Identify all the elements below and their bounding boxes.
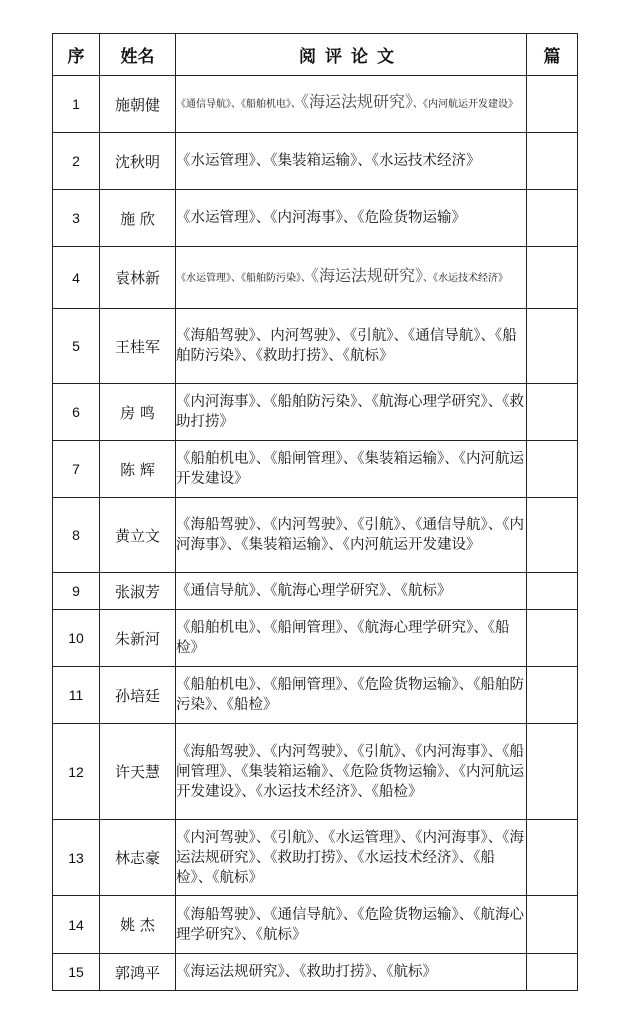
- table-row: [53, 954, 578, 991]
- row-index: 8: [53, 498, 100, 573]
- reviewer-name: 郭鸿平: [100, 954, 176, 991]
- table-row: [53, 76, 578, 133]
- papers-large-text: 《海运法规研究》: [301, 92, 414, 111]
- papers-cell: 《水运管理》、《集装箱运输》、《水运技术经济》: [176, 133, 527, 190]
- paper-count: [527, 441, 578, 498]
- reviewer-name: 孙培廷: [100, 667, 176, 724]
- paper-count: [527, 133, 578, 190]
- header-count: 篇: [527, 34, 578, 76]
- reviewer-name: 林志豪: [100, 820, 176, 896]
- paper-count: [527, 573, 578, 610]
- row-index: 10: [53, 610, 100, 667]
- papers-cell: 《内河海事》、《船舶防污染》、《航海心理学研究》、《救助打捞》: [176, 384, 527, 441]
- header-name: 姓名: [100, 34, 176, 76]
- table-row: [53, 309, 578, 384]
- reviewer-name: 姚 杰: [100, 896, 176, 954]
- reviewer-name: 朱新河: [100, 610, 176, 667]
- paper-count: [527, 247, 578, 309]
- reviewer-name: 许天慧: [100, 724, 176, 820]
- papers-cell: 《海船驾驶》、《内河驾驶》、《引航》、《通信导航》、《内河海事》、《集装箱运输》、《内河航运开发建设》: [176, 498, 527, 573]
- row-index: 5: [53, 309, 100, 384]
- papers-small-text: 《水运管理》、《船舶防污染》、: [176, 272, 311, 284]
- row-index: 4: [53, 247, 100, 309]
- header-row: [53, 34, 578, 76]
- reviewer-name: 沈秋明: [100, 133, 176, 190]
- table-row: [53, 384, 578, 441]
- row-index: 9: [53, 573, 100, 610]
- reviewer-table: [52, 33, 578, 991]
- table-row: [53, 498, 578, 573]
- row-index: 2: [53, 133, 100, 190]
- reviewer-name: 袁林新: [100, 247, 176, 309]
- row-index: 11: [53, 667, 100, 724]
- papers-cell: [176, 247, 527, 309]
- table-row: [53, 610, 578, 667]
- table-row: [53, 133, 578, 190]
- papers-cell: 《船舶机电》、《船闸管理》、《航海心理学研究》、《船检》: [176, 610, 527, 667]
- row-index: 1: [53, 76, 100, 133]
- paper-count: [527, 309, 578, 384]
- paper-count: [527, 667, 578, 724]
- header-papers: 阅评论文: [176, 34, 527, 76]
- paper-count: [527, 498, 578, 573]
- table-row: [53, 820, 578, 896]
- papers-cell: 《海船驾驶》、《内河驾驶》、《引航》、《内河海事》、《船闸管理》、《集装箱运输》、《危险货物运输》、《内河航运开发建设》、《水运技术经济》、《船检》: [176, 724, 527, 820]
- table-row: [53, 247, 578, 309]
- papers-cell: [176, 76, 527, 133]
- row-index: 15: [53, 954, 100, 991]
- reviewer-name: 施朝健: [100, 76, 176, 133]
- table-row: [53, 667, 578, 724]
- papers-small-text: 、《水运技术经济》: [423, 272, 509, 284]
- papers-large-text: 《海运法规研究》: [311, 265, 424, 285]
- paper-count: [527, 724, 578, 820]
- table-row: [53, 441, 578, 498]
- row-index: 7: [53, 441, 100, 498]
- papers-small-text: 、《内河航运开发建设》: [413, 99, 519, 110]
- papers-cell: 《海船驾驶》、内河驾驶》、《引航》、《通信导航》、《船舶防污染》、《救助打捞》、《航标》: [176, 309, 527, 384]
- row-index: 3: [53, 190, 100, 247]
- papers-cell: 《船舶机电》、《船闸管理》、《集装箱运输》、《内河航运开发建设》: [176, 441, 527, 498]
- table-row: [53, 724, 578, 820]
- papers-cell: 《内河驾驶》、《引航》、《水运管理》、《内河海事》、《海运法规研究》、《救助打捞》、《水运技术经济》、《船检》、《航标》: [176, 820, 527, 896]
- reviewer-name: 黄立文: [100, 498, 176, 573]
- papers-cell: 《海船驾驶》、《通信导航》、《危险货物运输》、《航海心理学研究》、《航标》: [176, 896, 527, 954]
- row-index: 14: [53, 896, 100, 954]
- paper-count: [527, 76, 578, 133]
- header-index: 序: [53, 34, 100, 76]
- table-row: [53, 573, 578, 610]
- row-index: 12: [53, 724, 100, 820]
- reviewer-name: 王桂军: [100, 309, 176, 384]
- paper-count: [527, 190, 578, 247]
- reviewer-name: 张淑芳: [100, 573, 176, 610]
- papers-cell: 《水运管理》、《内河海事》、《危险货物运输》: [176, 190, 527, 247]
- reviewer-name: 施 欣: [100, 190, 176, 247]
- table-row: [53, 896, 578, 954]
- paper-count: [527, 954, 578, 991]
- paper-count: [527, 610, 578, 667]
- reviewer-name: 陈 辉: [100, 441, 176, 498]
- papers-cell: 《海运法规研究》、《救助打捞》、《航标》: [176, 954, 527, 991]
- papers-small-text: 《通信导航》、《船舶机电》、: [176, 99, 301, 110]
- papers-cell: 《通信导航》、《航海心理学研究》、《航标》: [176, 573, 527, 610]
- paper-count: [527, 384, 578, 441]
- table-row: [53, 190, 578, 247]
- row-index: 13: [53, 820, 100, 896]
- paper-count: [527, 896, 578, 954]
- reviewer-name: 房 鸣: [100, 384, 176, 441]
- row-index: 6: [53, 384, 100, 441]
- paper-count: [527, 820, 578, 896]
- papers-cell: 《船舶机电》、《船闸管理》、《危险货物运输》、《船舶防污染》、《船检》: [176, 667, 527, 724]
